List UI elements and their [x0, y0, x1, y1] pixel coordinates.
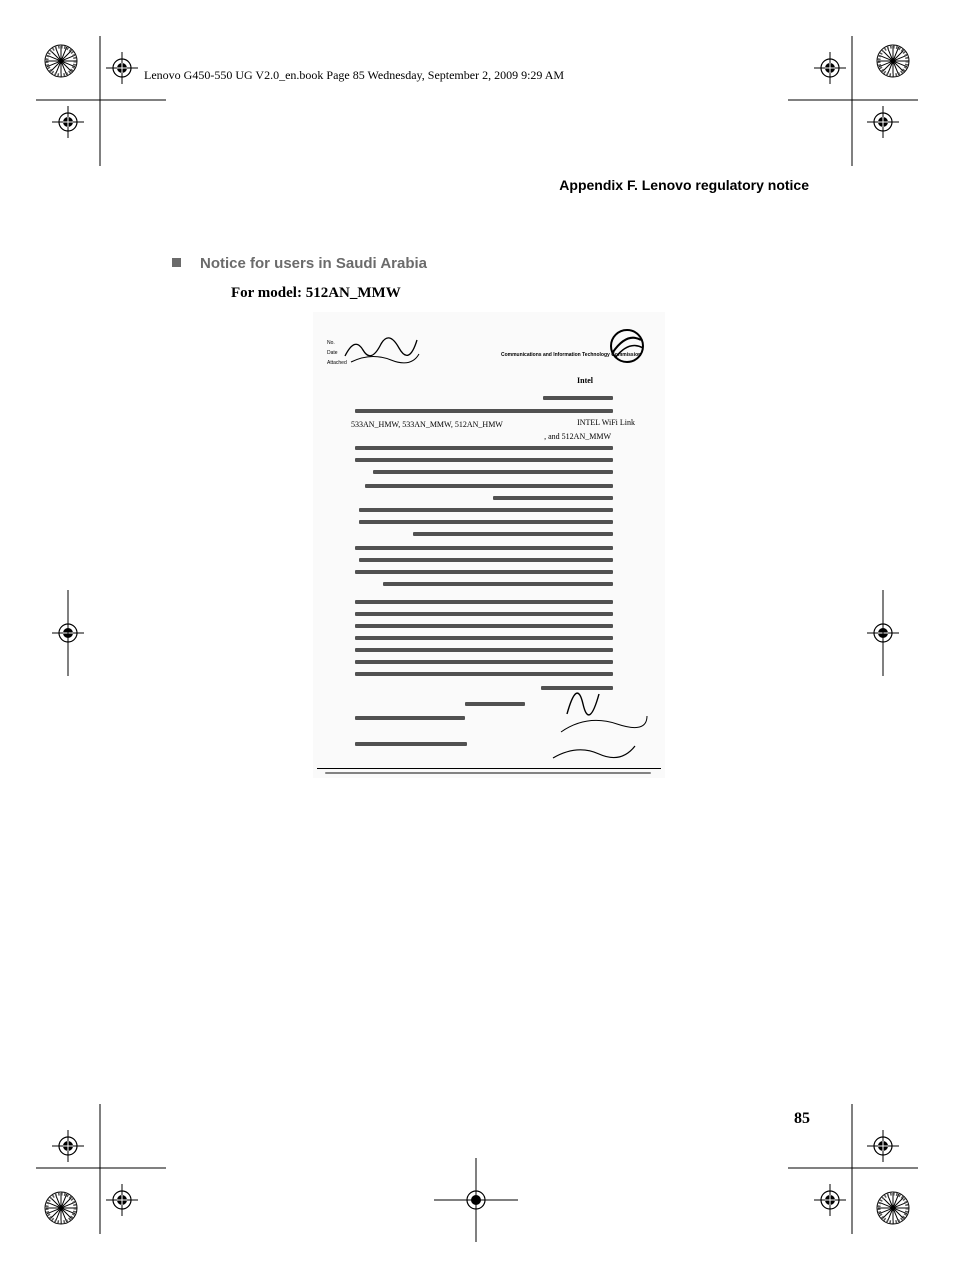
letter-footer-rule: [317, 768, 661, 769]
arabic-line: [355, 660, 613, 664]
arabic-line: [355, 600, 613, 604]
arabic-line: [355, 546, 613, 550]
commission-logo: [607, 326, 647, 366]
handwritten-reference: [341, 326, 421, 366]
ref-label-date: Date: [327, 350, 338, 356]
commission-name: Communications and Information Technology Commission: [501, 352, 642, 358]
arabic-line: [355, 716, 465, 720]
arabic-line: [365, 484, 613, 488]
arabic-line: [383, 582, 613, 586]
recipient-name: Intel: [577, 376, 593, 385]
arabic-line: [359, 520, 613, 524]
arabic-line: [465, 702, 525, 706]
arabic-line: [355, 624, 613, 628]
arabic-line: [493, 496, 613, 500]
letter-models-2: , and 512AN_MMW: [544, 432, 611, 441]
arabic-line: [373, 470, 613, 474]
ref-label-attached: Attached: [327, 360, 347, 366]
arabic-line: [413, 532, 613, 536]
scanned-letter-image: [313, 312, 665, 778]
model-line: For model: 512AN_MMW: [231, 285, 401, 301]
arabic-line: [355, 648, 613, 652]
signature-stamp: [547, 674, 657, 764]
letter-footer-text: [325, 772, 651, 774]
arabic-line: [355, 636, 613, 640]
arabic-line: [543, 396, 613, 400]
section-title: Notice for users in Saudi Arabia: [200, 255, 427, 272]
arabic-line: [359, 558, 613, 562]
square-bullet-icon: [172, 258, 181, 267]
letter-product: INTEL WiFi Link: [577, 418, 635, 427]
arabic-line: [355, 446, 613, 450]
arabic-line: [359, 508, 613, 512]
letter-models: 533AN_HMW, 533AN_MMW, 512AN_HMW: [351, 420, 503, 429]
arabic-line: [355, 742, 467, 746]
ref-label-no: No.: [327, 340, 335, 346]
section-heading: [172, 255, 427, 272]
appendix-title: Appendix F. Lenovo regulatory notice: [559, 177, 809, 193]
arabic-line: [355, 612, 613, 616]
arabic-line: [355, 409, 613, 413]
arabic-line: [355, 458, 613, 462]
arabic-line: [355, 570, 613, 574]
book-header-info: Lenovo G450-550 UG V2.0_en.book Page 85 Wednesday, September 2, 2009 9:29 AM: [144, 68, 565, 82]
page-number: 85: [794, 1110, 810, 1127]
